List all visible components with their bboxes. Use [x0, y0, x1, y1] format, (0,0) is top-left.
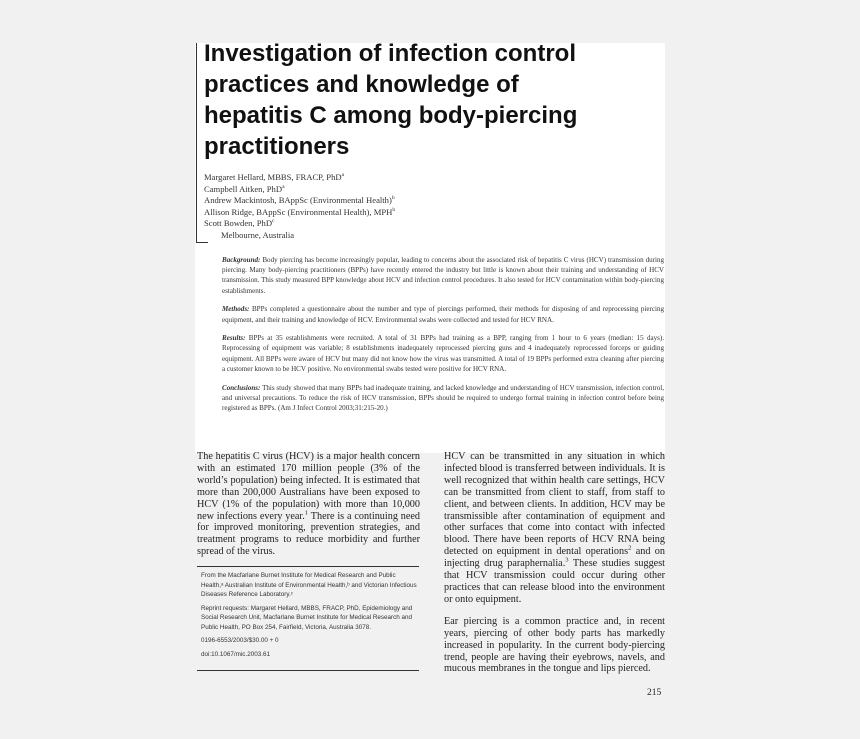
footnotes: [201, 571, 419, 663]
footnote-issn: 0196-6553/2003/$30.00 + 0: [201, 637, 279, 644]
article-title: Investigation of infection control practices and knowledge of hepatitis C among body-piercing practitioners: [204, 40, 578, 160]
footnote-doi: doi:10.1067/mic.2003.61: [201, 650, 270, 658]
abstract-conclusions: Conclusions: This study showed that many BPPs had inadequate training, and lacked knowledge and understanding of HCV transmission, infection control, and universal precautions. To reduce the risk of HCV transmission, BPPs should be required to undergo formal training in infection control before being registered as BPPs. (Am J Infect Control 2003;31:215-20.): [222, 383, 664, 412]
title-rule-horizontal: [196, 242, 208, 243]
abstract: [222, 255, 664, 422]
abstract-results: Results: BPPs at 35 establishments were recruited. A total of 31 BPPs had training as a BPP, ranging from 1 hour to 6 years (median: 15 days). Reprocessing of equipment was variable; 8 establishments inadequately reprocessed piercing guns and 4 inadequately reprocessed forceps or guiding equipment. All BPPs were aware of HCV but many did not know how the virus was transmitted. A total of 19 BPPs performed extra cleaning after piercing a customer known to be HCV positive. No environmental swabs tested were positive for HCV RNA.: [222, 334, 664, 373]
abstract-background: Background: Body piercing has become increasingly popular, leading to concerns about the associated risk of hepatitis C virus (HCV) transmission during piercing. Many body-piercing practitioners (BPPs) have recently entered the industry but little is known about their training and understanding of HCV transmission. This study measured BPP knowledge about HCV and infection control procedures. It also tested for HCV contamination within body-piercing establishments.: [222, 256, 664, 295]
title-rule-vertical: [196, 43, 197, 243]
author: Allison Ridge, BAppSc (Environmental Health), MPH$^b$: [204, 206, 396, 217]
footnote-affiliations: From the Macfarlane Burnet Institute for Medical Research and Public Health,ᵃ Australian Institute of Environmental Health,ᵇ and Victorian Infectious Diseases Reference Laboratory.ᶜ: [201, 572, 417, 598]
author: Campbell Aitken, PhD$^a$: [204, 183, 285, 194]
footnote-rule-top: [197, 566, 419, 567]
author-location: Melbourne, Australia: [221, 229, 295, 240]
author: Scott Bowden, PhD$^c$: [204, 218, 275, 228]
body-paragraph: The hepatitis C virus (HCV) is a major health concern with an estimated 170 million people (3% of the world’s population) being infected. It is estimated that more than 200,000 Australians have been exposed to HCV (1% of the population) with more than 10,000 new infections every year.$^1$ There is a continuing need for improved monitoring, prevention strategies, and treatment programs to reduce morbidity and further spread of the virus.: [197, 451, 420, 558]
page-number: 215: [647, 688, 662, 698]
author: Margaret Hellard, MBBS, FRACP, PhD$^a$: [204, 172, 345, 182]
footnote-reprint: Reprint requests: Margaret Hellard, MBBS, FRACP, PhD, Epidemiology and Social Research Unit, Macfarlane Burnet Institute for Medical Research and Public Health, PO Box 254, Fairfield, Victoria, Australia 3078.: [201, 604, 413, 631]
body-column-right: [444, 451, 665, 685]
author-list: [204, 172, 504, 241]
body-paragraph: HCV can be transmitted in any situation in which infected blood is transferred between individuals. It is well recognized that within health care settings, HCV can be transmitted from client to staff, from staff to client, and between clients. In addition, HCV may be transmissible after contamination of equipment and other surfaces that come into contact with infected blood. There have been reports of HCV RNA being detected on equipment in dental operations$^2$ and on injecting drug paraphernalia.$^3$ These studies suggest that HCV transmission could occur during other practices that can release blood into the environment or onto equipment.: [444, 451, 665, 605]
author: Andrew Mackintosh, BAppSc (Environmental Health)$^b$: [204, 195, 395, 205]
footnote-rule-bottom: [197, 670, 419, 671]
body-column-left: [197, 451, 420, 558]
body-paragraph: Ear piercing is a common practice and, in recent years, piercing of other body parts has markedly increased in popularity. In the current body-piercing trend, people are having their eyebrows, navels, and mucous membranes in the tongue and lips pierced.: [444, 615, 665, 675]
abstract-methods: Methods: BPPs completed a questionnaire about the number and type of piercings performed, their methods for disposing of and reprocessing piercing equipment, and their training and knowledge of HCV. Environmental swabs were collected and tested for HCV RNA.: [222, 305, 664, 324]
